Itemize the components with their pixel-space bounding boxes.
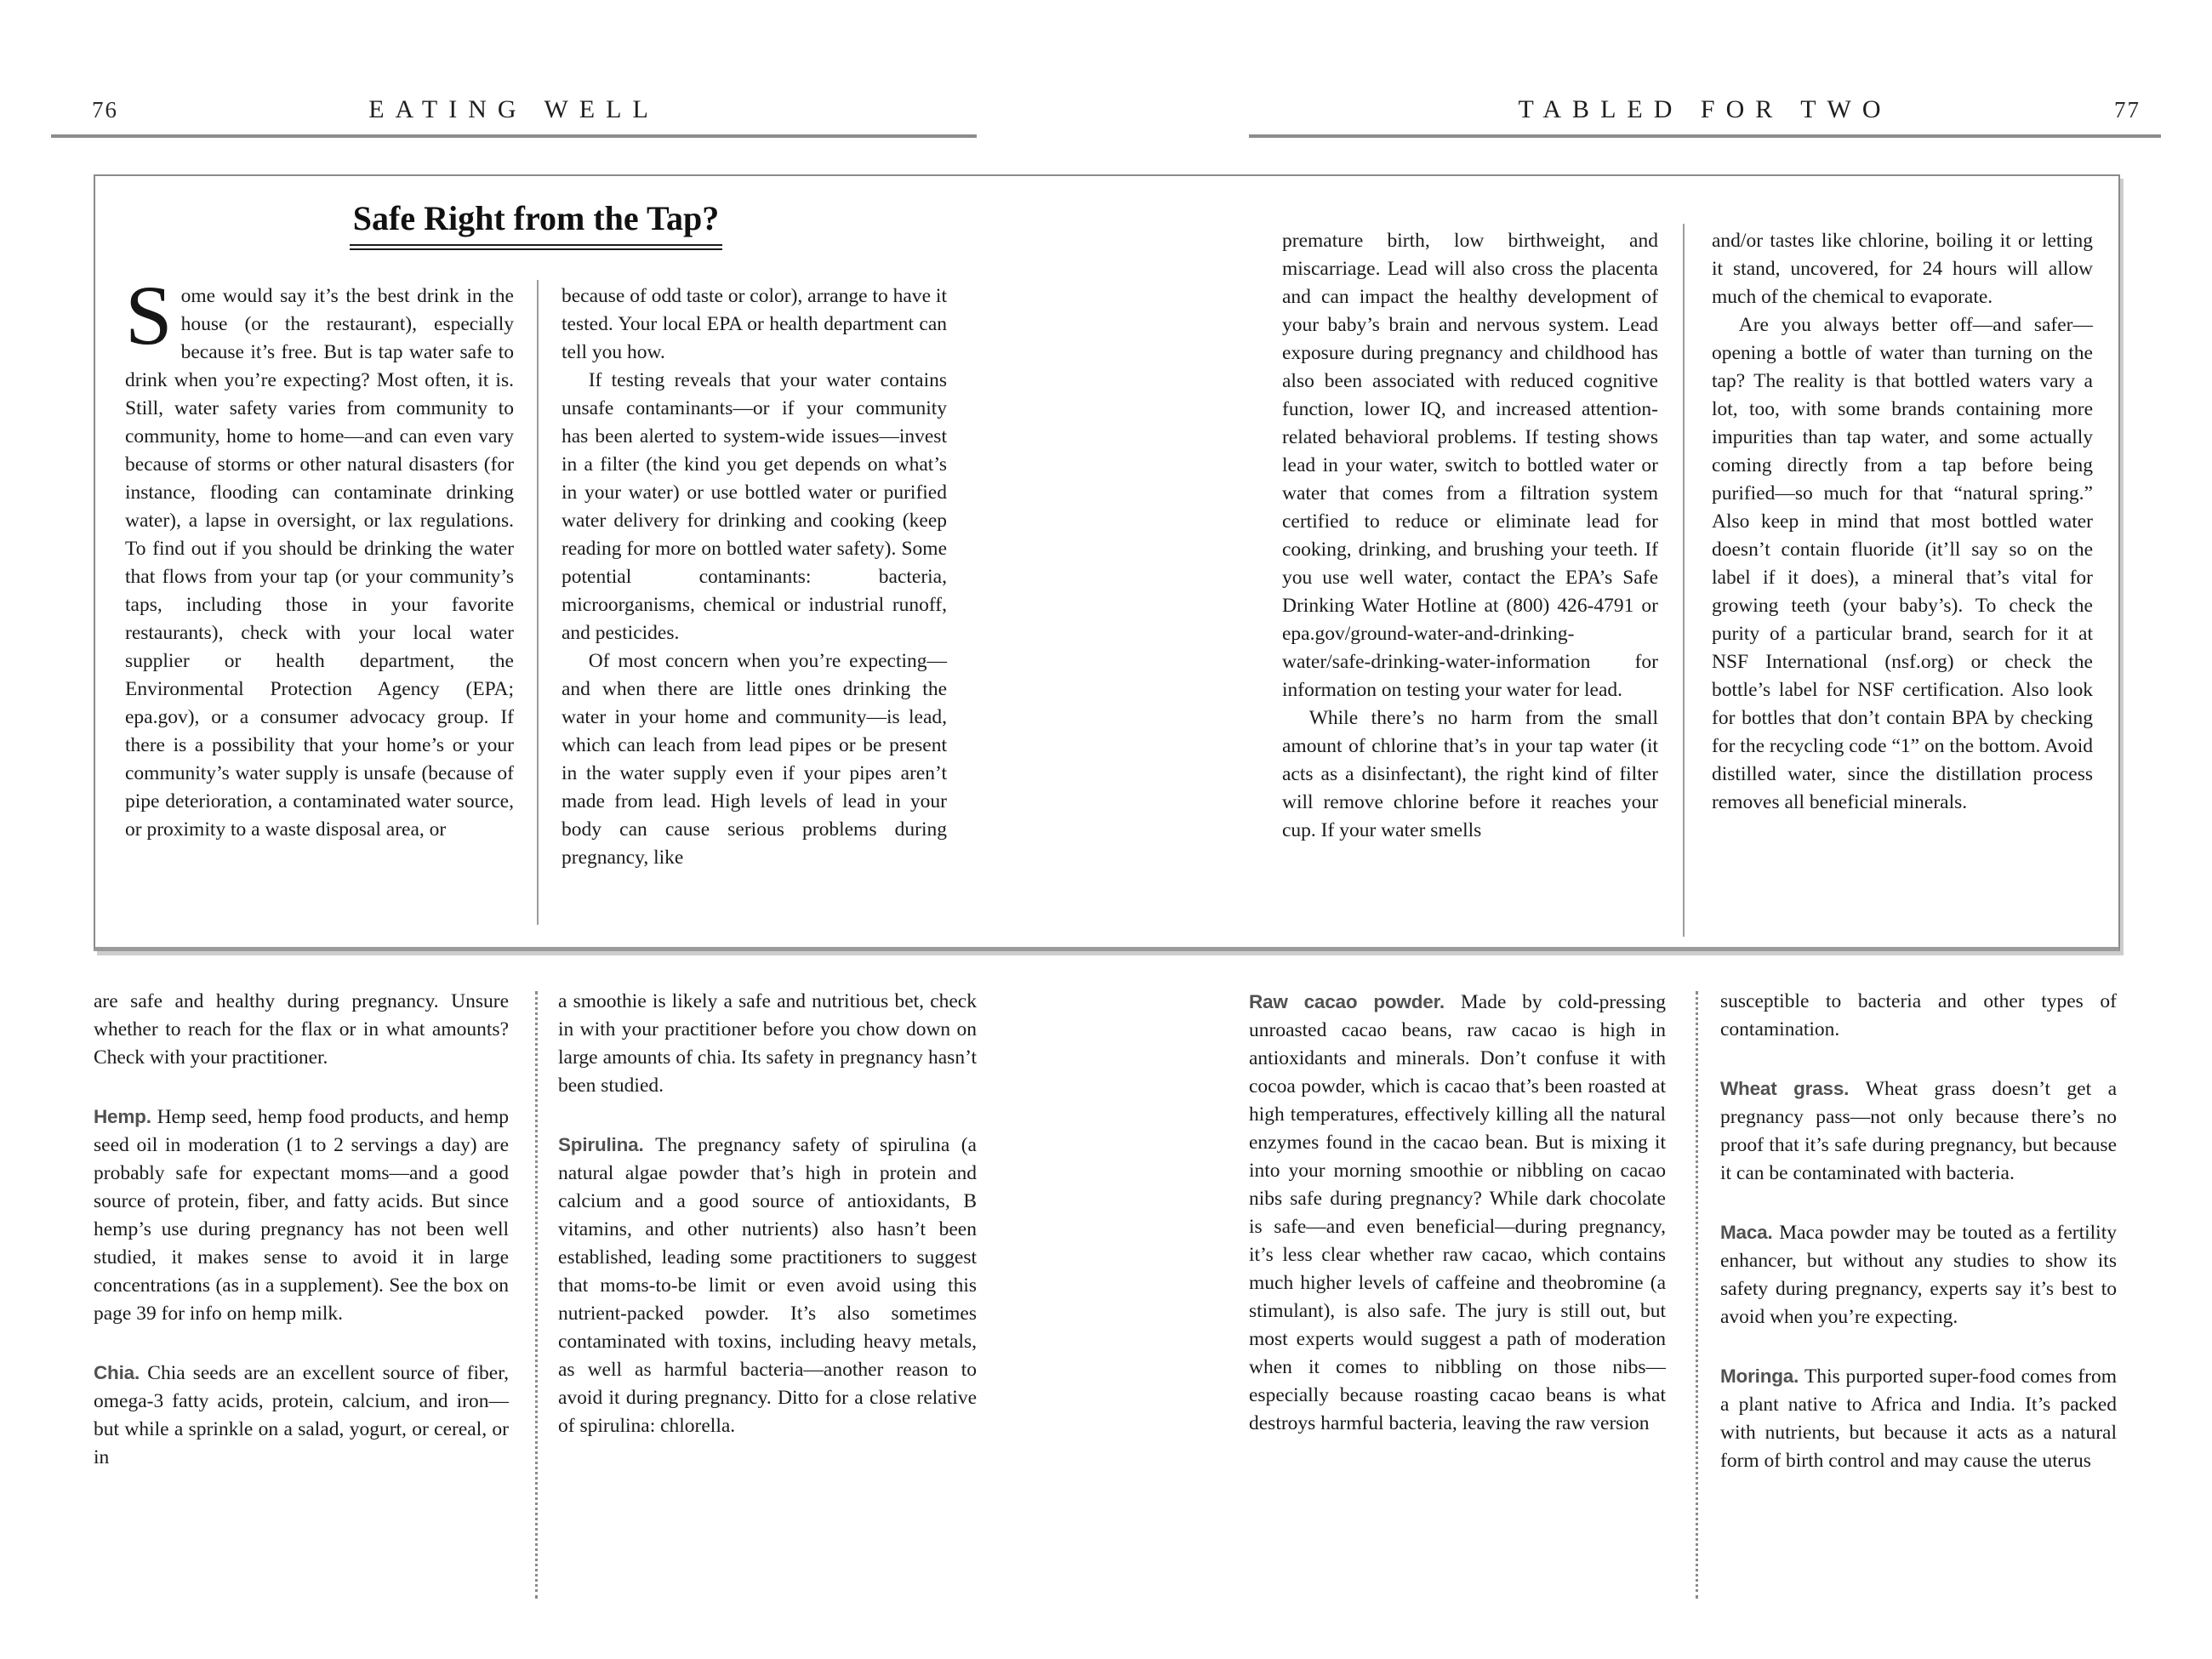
- drop-cap: S: [125, 268, 173, 362]
- paragraph: Some would say it’s the best drink in the house (or the restaurant), especially because it’s free. But is tap water safe to drink when you’re expecting? Most often, it is. Still, water safety varies from community to community, home to home—and can even vary because of storms or other natural disasters (for instance, flooding can contaminate drinking water), a lapse in oversight, or lax regulations. To find out if you should be drinking the water that flows from your tap (or your community’s taps, including those in your favorite restaurants), check with your local water supplier or health department, the Environmental Protection Agency (EPA; epa.gov), or a consumer advocacy group. If there is a possibility that your home’s or your community’s water supply is unsafe (because of pipe deterioration, a contaminated water source, or proximity to a waste disposal area, or: [125, 268, 514, 841]
- paragraph: If testing reveals that your water contains unsafe contaminants—or if your community has been alerted to system-wide issues—invest in a filter (the kind you get depends on what’s in your water) or use bottled water or purified water delivery for drinking and cooking (keep reading for more on bottled water safety). Some potential contaminants: bacteria, microorganisms, chemical or industrial runoff, and pesticides.: [562, 369, 947, 644]
- paragraph-lead: Raw cacao powder.: [1249, 991, 1461, 1012]
- running-head-left: EATING WELL: [368, 95, 659, 123]
- paragraph-lead: Wheat grass.: [1720, 1078, 1866, 1099]
- sidebar-title: Safe Right from the Tap?: [350, 198, 722, 250]
- paragraph: a smoothie is likely a safe and nutritious bet, check in with your practitioner before you chow down on large amounts of chia. Its safety in pregnancy hasn’t been studied.: [558, 990, 977, 1097]
- running-head-right: TABLED FOR TWO: [1518, 95, 1892, 123]
- box-column-3: [1282, 227, 1658, 845]
- paragraph: are safe and healthy during pregnancy. Unsure whether to reach for the flax or in what amounts? Check with your practitioner.: [94, 990, 509, 1069]
- paragraph: Chia. Chia seeds are an excellent source of fiber, omega-3 fatty acids, protein, calcium, and iron—but while a sprinkle on a salad, yogurt, or cereal, or in: [94, 1362, 509, 1468]
- paragraph: and/or tastes like chlorine, boiling it or letting it stand, uncovered, for 24 hours will allow much of the chemical to evaporate.: [1712, 230, 2093, 308]
- page-number-left: 76: [92, 97, 118, 123]
- page-number-right: 77: [2114, 97, 2141, 123]
- paragraph: While there’s no harm from the small amount of chlorine that’s in your tap water (it acts as a disinfectant), the right kind of filter will remove chlorine before it reaches your cup. If your water smells: [1282, 707, 1658, 841]
- paragraph-lead: Spirulina.: [558, 1134, 656, 1155]
- box-column-1: [125, 268, 514, 844]
- paragraph: Raw cacao powder. Made by cold-pressing unroasted cacao beans, raw cacao is high in antioxidants and minerals. Don’t confuse it with cocoa powder, which is cacao that’s been roasted at high temperatures, effectively killing all the natural enzymes found in the cacao bean. But is mixing it into your morning smoothie or nibbling on cacao nibs safe during pregnancy? While dark chocolate is safe—and even beneficial—during pregnancy, it’s less clear whether raw cacao, which contains much higher levels of caffeine and theobromine (a stimulant), is also safe. The jury is still out, but most experts would suggest a path of moderation when it comes to nibbling on those nibs—especially because roasting cacao beans is what destroys harmful bacteria, leaving the raw version: [1249, 991, 1666, 1434]
- body-column-2: [558, 988, 977, 1440]
- paragraph: Hemp. Hemp seed, hemp food products, and hemp seed oil in moderation (1 to 2 servings a day) are probably safe for expectant moms—and a good source of protein, fiber, and fatty acids. But since hemp’s use during pregnancy has not been well studied, it makes sense to avoid it in large concentrations (as in a supplement). See the box on page 39 for info on hemp milk.: [94, 1106, 509, 1325]
- paragraph: Of most concern when you’re expecting—and when there are little ones drinking the water in your home and community—is lead, which can leach from lead pipes or be present in the water supply even if your pipes aren’t made from lead. High levels of lead in your body can cause serious problems during pregnancy, like: [562, 650, 947, 869]
- box-column-4: [1712, 227, 2093, 817]
- paragraph: Spirulina. The pregnancy safety of spirulina (a natural algae powder that’s high in protein and calcium and a good source of antioxidants, B vitamins, and other nutrients) also hasn’t been established, leading some practitioners to suggest that moms-to-be limit or even avoid using this nutrient-packed powder. It’s also sometimes contaminated with toxins, including heavy metals, as well as harmful bacteria—another reason to avoid it during pregnancy. Ditto for a close relative of spirulina: chlorella.: [558, 1134, 977, 1437]
- sidebar-box: [94, 174, 2120, 951]
- paragraph: premature birth, low birthweight, and miscarriage. Lead will also cross the placenta and can impact the healthy development of your baby’s brain and nervous system. Lead exposure during pregnancy and childhood has also been associated with reduced cognitive function, lower IQ, and increased attention-related behavioral problems. If testing shows lead in your water, switch to bottled water or water that comes from a filtration system certified to reduce or eliminate lead for cooking, drinking, and brushing your teeth. If you use well water, contact the EPA’s Safe Drinking Water Hotline at (800) 426-4791 or epa.gov/ground-water-and-drinking-water/safe-drinking-water-information for information on testing your water for lead.: [1282, 230, 1658, 701]
- head-rule-right: [1249, 134, 2161, 138]
- sidebar-title-wrap: [125, 198, 947, 250]
- body-column-1: [94, 988, 509, 1472]
- paragraph: Are you always better off—and safer—opening a bottle of water than turning on the tap? The reality is that bottled waters vary a lot, too, with some brands containing more impurities than tap water, and some actually coming directly from a tap before being purified—so much for that “natural spring.” Also keep in mind that most bottled water doesn’t contain fluoride (it’ll say so on the label if it does), a mineral that’s vital for growing teeth (your baby’s). To check the purity of a particular brand, search for it at NSF International (nsf.org) or check the bottle’s label for NSF certification. Also look for bottles that don’t contain BPA by checking for the recycling code “1” on the bottom. Avoid distilled water, since the distillation process removes all beneficial minerals.: [1712, 314, 2093, 813]
- paragraph: Moringa. This purported super-food comes from a plant native to Africa and India. It’s packed with nutrients, but because it acts as a natural form of birth control and may cause the uterus: [1720, 1365, 2117, 1472]
- column-divider: [1683, 224, 1685, 937]
- body-column-3: [1249, 988, 1666, 1438]
- dotted-column-divider: [535, 991, 538, 1599]
- head-rule-left: [51, 134, 977, 138]
- paragraph-lead: Moringa.: [1720, 1365, 1805, 1387]
- paragraph: because of odd taste or color), arrange to have it tested. Your local EPA or health department can tell you how.: [562, 285, 947, 363]
- paragraph-lead: Maca.: [1720, 1222, 1780, 1243]
- dotted-column-divider: [1696, 991, 1698, 1599]
- paragraph: Maca. Maca powder may be touted as a fertility enhancer, but without any studies to show its safety during pregnancy, experts say it’s best to avoid when you’re expecting.: [1720, 1222, 2117, 1328]
- paragraph: Wheat grass. Wheat grass doesn’t get a pregnancy pass—not only because there’s no proof that it’s safe during pregnancy, but because it can be contaminated with bacteria.: [1720, 1078, 2117, 1184]
- box-column-2: [562, 282, 947, 872]
- paragraph-lead: Hemp.: [94, 1106, 157, 1127]
- paragraph: susceptible to bacteria and other types of contamination.: [1720, 990, 2117, 1040]
- paragraph-lead: Chia.: [94, 1362, 148, 1383]
- body-column-4: [1720, 988, 2117, 1475]
- column-divider: [537, 280, 539, 925]
